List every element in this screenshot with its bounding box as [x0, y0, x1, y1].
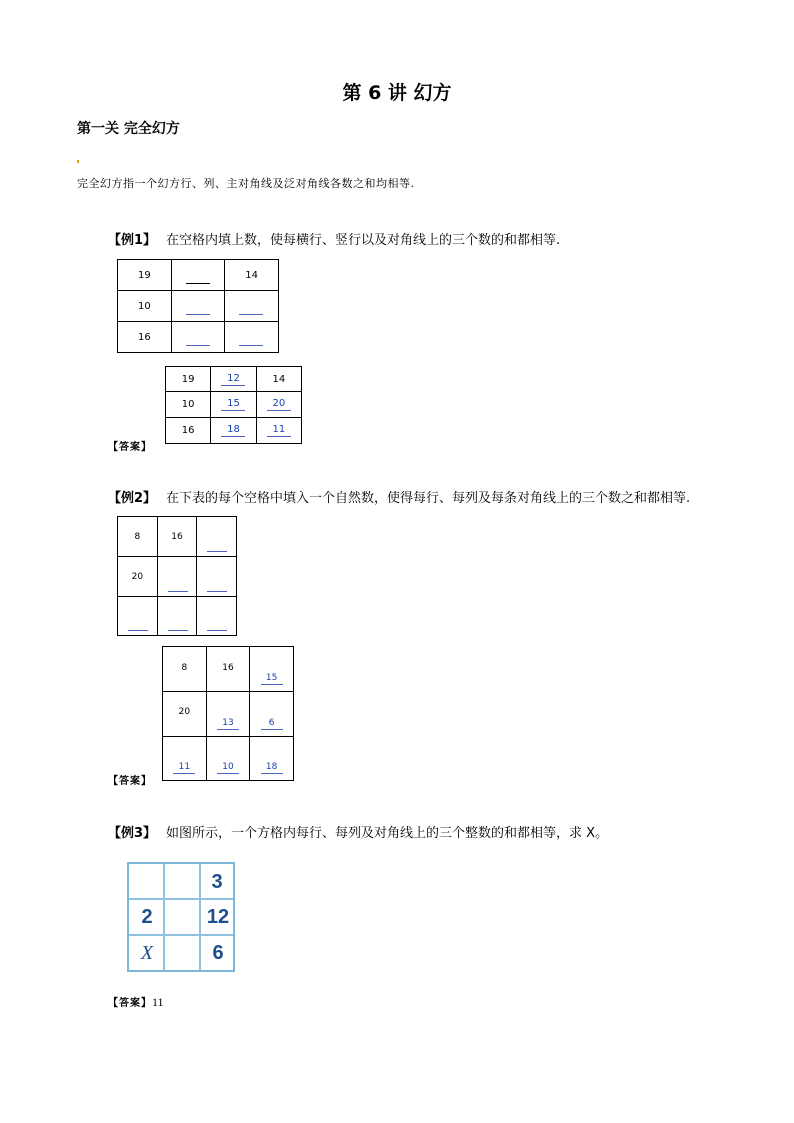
grid-cell	[250, 647, 294, 692]
grid-cell	[256, 392, 301, 418]
example-3-text: 如图所示，一个方格内每行、每列及对角线上的三个整数的和都相等，求 X。	[166, 826, 609, 841]
grid-cell: 20	[118, 557, 158, 597]
answer-blank[interactable]	[128, 629, 148, 631]
grid-cell: 14	[256, 367, 301, 392]
answer-label: 【答案】	[108, 776, 152, 787]
answer-blank[interactable]	[168, 590, 188, 592]
grid-cell-blank[interactable]	[197, 557, 237, 597]
page-title: 第 6 讲 幻方	[342, 82, 452, 104]
grid-cell: 14	[225, 260, 279, 291]
grid-cell: 16	[206, 647, 250, 692]
filled-answer: 20	[267, 398, 291, 411]
answer-blank[interactable]	[239, 313, 263, 315]
section-heading: 第一关 完全幻方	[77, 121, 180, 137]
grid-cell-blank[interactable]	[171, 260, 225, 291]
answer-blank[interactable]	[186, 313, 210, 315]
grid-cell: 16	[118, 322, 172, 353]
filled-answer: 12	[221, 373, 245, 386]
grid-cell: 16	[157, 517, 197, 557]
grid-cell: 2	[141, 905, 153, 928]
example-3-grid	[127, 862, 235, 972]
grid-cell: 10	[166, 392, 211, 418]
filled-answer: 15	[221, 398, 245, 411]
answer-label: 【答案】	[108, 998, 152, 1009]
grid-cell: 8	[163, 647, 207, 692]
grid-cell	[250, 692, 294, 737]
grid-cell: 19	[166, 367, 211, 392]
example-1-grid	[117, 259, 279, 353]
example-2-answer-grid	[162, 646, 294, 781]
grid-cell-blank[interactable]	[197, 517, 237, 557]
grid-cell: 3	[211, 870, 223, 893]
grid-cell-blank[interactable]	[171, 291, 225, 322]
grid-cell: 6	[212, 941, 224, 964]
example-1-tag: 【例1】	[108, 233, 157, 248]
grid-cell-blank[interactable]	[225, 322, 279, 353]
grid-cell-blank[interactable]	[171, 322, 225, 353]
answer-blank[interactable]	[207, 629, 227, 631]
filled-answer: 15	[261, 672, 283, 685]
grid-cell	[163, 737, 207, 781]
filled-answer: 11	[267, 424, 291, 437]
example-3-tag: 【例3】	[108, 826, 157, 841]
marker-dot	[77, 160, 79, 163]
grid-cell-blank[interactable]	[157, 557, 197, 597]
grid-cell: 16	[166, 418, 211, 444]
example-2-tag: 【例2】	[108, 491, 157, 506]
answer-blank[interactable]	[207, 550, 227, 552]
filled-answer: 6	[261, 717, 283, 730]
filled-answer: 18	[221, 424, 245, 437]
answer-blank[interactable]	[239, 344, 263, 346]
definition-text: 完全幻方指一个幻方行、列、主对角线及泛对角线各数之和均相等.	[77, 177, 415, 190]
grid-cell-blank[interactable]	[197, 597, 237, 636]
example-3-answer	[108, 991, 164, 1010]
example-2-grid	[117, 516, 237, 636]
answer-blank[interactable]	[186, 344, 210, 346]
example-2-text: 在下表的每个空格中填入一个自然数，使得每行、每列及每条对角线上的三个数之和都相等.	[166, 491, 691, 506]
grid-cell	[211, 392, 256, 418]
grid-cell: 10	[118, 291, 172, 322]
answer-value: 11	[152, 995, 164, 1009]
grid-cell: 19	[118, 260, 172, 291]
grid-cell	[206, 737, 250, 781]
grid-cell-blank[interactable]	[225, 291, 279, 322]
filled-answer: 18	[261, 761, 283, 774]
example-2	[108, 487, 690, 506]
filled-answer: 10	[217, 761, 239, 774]
grid-cell	[250, 737, 294, 781]
grid-cell-unknown-x: X	[140, 941, 154, 964]
grid-cell	[256, 418, 301, 444]
grid-cell-blank[interactable]	[157, 597, 197, 636]
example-1-answer-grid	[165, 366, 302, 444]
grid-cell: 20	[163, 692, 207, 737]
grid-cell	[211, 418, 256, 444]
grid-cell: 8	[118, 517, 158, 557]
answer-blank[interactable]	[207, 590, 227, 592]
grid-cell	[211, 367, 256, 392]
grid-cell: 12	[206, 905, 230, 928]
example-1	[108, 229, 560, 248]
filled-answer: 11	[173, 761, 195, 774]
answer-blank[interactable]	[186, 282, 210, 284]
filled-answer: 13	[217, 717, 239, 730]
answer-blank[interactable]	[168, 629, 188, 631]
grid-cell	[206, 692, 250, 737]
example-1-text: 在空格内填上数，使每横行、竖行以及对角线上的三个数的和都相等.	[166, 233, 561, 248]
example-3	[108, 822, 608, 841]
answer-label: 【答案】	[108, 442, 152, 453]
grid-cell-blank[interactable]	[118, 597, 158, 636]
